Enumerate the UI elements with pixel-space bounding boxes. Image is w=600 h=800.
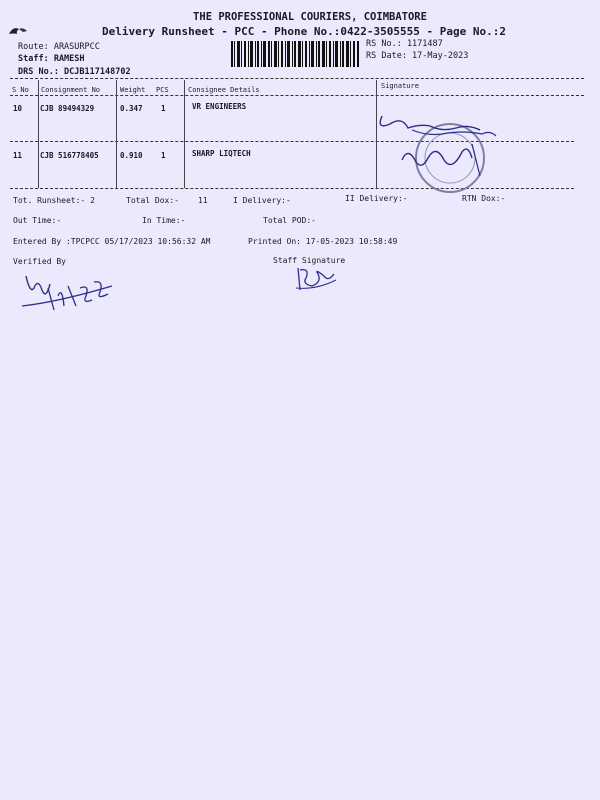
entered-by: Entered By :TPCPCC 05/17/2023 10:56:32 AM	[13, 237, 211, 246]
company-title: THE PROFESSIONAL COURIERS, COIMBATORE	[193, 11, 427, 23]
col-divider	[184, 80, 185, 188]
row-10-weight: 0.347	[120, 104, 143, 113]
col-divider	[38, 80, 39, 188]
bird-logo-icon	[7, 24, 29, 40]
drs-number: DRS No.: DCJB117148702	[18, 67, 131, 77]
header-consignment: Consignment No	[41, 86, 101, 94]
rs-date: RS Date: 17-May-2023	[366, 51, 469, 61]
table-top-rule	[10, 78, 584, 79]
consignee-signature-stamp	[372, 100, 532, 196]
ii-delivery: II Delivery:-	[345, 194, 408, 203]
runsheet-subtitle: Delivery Runsheet - PCC - Phone No.:0422-3505555 - Page No.:2	[102, 25, 506, 38]
verified-by-label: Verified By	[13, 257, 66, 266]
out-time: Out Time:-	[13, 216, 62, 225]
rtn-dox: RTN Dox:-	[462, 194, 506, 203]
row-11-sno: 11	[13, 151, 23, 160]
row-10-sno: 10	[13, 104, 23, 113]
row-11-weight: 0.910	[120, 151, 143, 160]
header-consignee: Consignee Details	[188, 86, 260, 94]
row-10-pcs: 1	[161, 104, 166, 113]
rs-number: RS No.: 1171487	[366, 39, 443, 49]
i-delivery: I Delivery:-	[233, 196, 291, 205]
total-pod: Total POD:-	[263, 216, 316, 225]
col-divider	[116, 80, 117, 188]
total-dox-value: 11	[198, 196, 208, 205]
printed-on: Printed On: 17-05-2023 10:58:49	[248, 237, 398, 246]
row-11-consignment: CJB 516778405	[40, 151, 99, 160]
table-header-rule	[10, 95, 584, 96]
staff-signature-label: Staff Signature	[273, 256, 346, 265]
verified-by-signature	[18, 266, 118, 316]
header-signature: Signature	[381, 82, 419, 90]
header-sno: S No	[12, 86, 29, 94]
row-10-consignment: CJB 89494329	[40, 104, 95, 113]
barcode	[231, 41, 359, 67]
route-label: Route: ARASURPCC	[18, 42, 100, 52]
row-11-pcs: 1	[161, 151, 166, 160]
header-weight: Weight	[120, 86, 146, 94]
staff-label: Staff: RAMESH	[18, 54, 85, 64]
row-11-consignee: SHARP LIQTECH	[192, 149, 251, 158]
total-dox-label: Total Dox:-	[126, 196, 179, 205]
staff-signature-mark	[292, 264, 342, 294]
header-pcs: PCS	[156, 86, 169, 94]
in-time: In Time:-	[142, 216, 186, 225]
total-runsheet: Tot. Runsheet:- 2	[13, 196, 95, 205]
row-10-consignee: VR ENGINEERS	[192, 102, 247, 111]
